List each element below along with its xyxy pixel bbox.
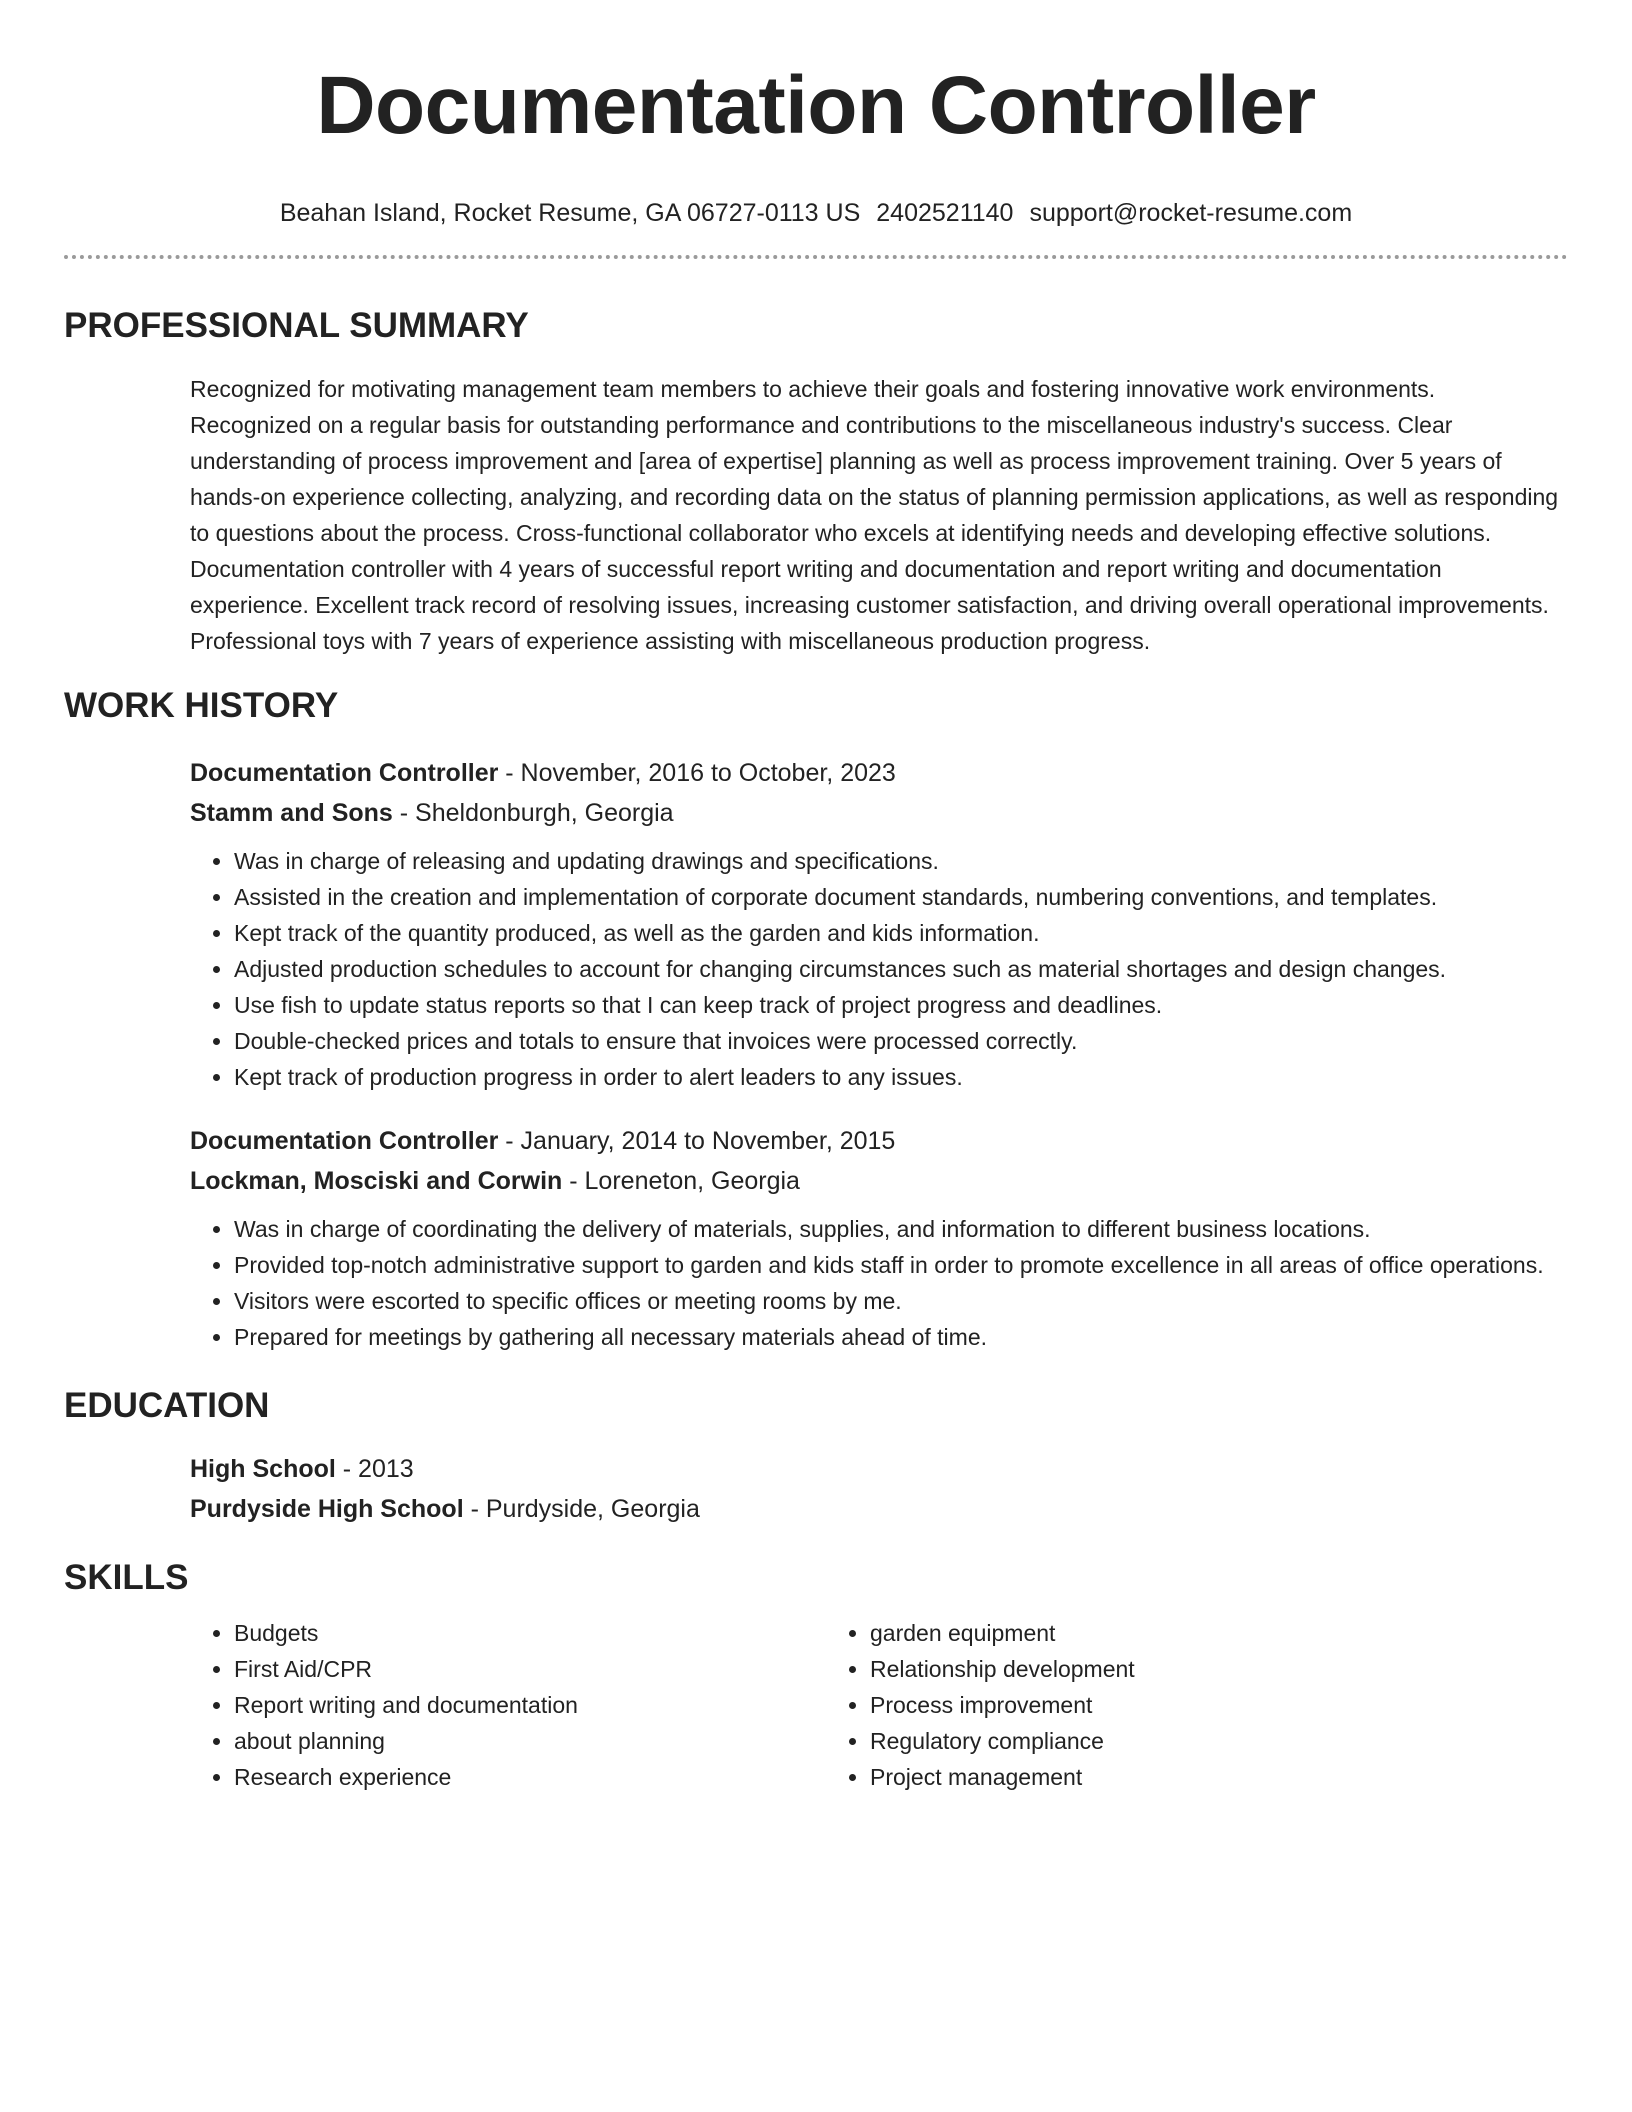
list-item: • Prepared for meetings by gathering all necessary materials ahead of time.	[234, 1319, 1562, 1355]
job-duties-list	[190, 1211, 1562, 1355]
resume-page	[64, 0, 1568, 1795]
list-item: • Assisted in the creation and implementation of corporate document standards, numbering conventions, and templates.	[234, 879, 1562, 915]
list-item: • Regulatory compliance	[870, 1723, 1462, 1759]
contact-address: Beahan Island, Rocket Resume, GA 06727-0113 US	[279, 199, 861, 227]
skills-list-left	[190, 1615, 826, 1795]
list-item: • Visitors were escorted to specific offices or meeting rooms by me.	[234, 1283, 1562, 1319]
list-item: • Was in charge of releasing and updating drawings and specifications.	[234, 843, 1562, 879]
summary-text: Recognized for motivating management team members to achieve their goals and fostering innovative work environments. Recognized on a regular basis for outstanding performance and contributions to the miscellaneous industry's success. Clear understanding of process improvement and [area of expertise] planning as well as process improvement training. Over 5 years of hands-on experience collecting, analyzing, and recording data on the status of planning permission applications, as well as responding to questions about the process. Cross-functional collaborator who excels at identifying needs and developing effective solutions. Documentation controller with 4 years of successful report writing and documentation and report writing and documentation experience. Excellent track record of resolving issues, increasing customer satisfaction, and driving overall operational improvements. Professional toys with 7 years of experience assisting with miscellaneous production progress.	[190, 376, 1559, 654]
contact-phone: 2402521140	[876, 199, 1014, 227]
list-item: • Kept track of production progress in order to alert leaders to any issues.	[234, 1059, 1562, 1095]
list-item: • First Aid/CPR	[234, 1651, 826, 1687]
education-entry	[190, 1449, 1562, 1529]
education-school: Purdyside High School	[190, 1495, 464, 1523]
list-item: • Provided top-notch administrative support to garden and kids staff in order to promote excellence in all areas of office operations.	[234, 1247, 1562, 1283]
job-title-line	[190, 753, 1562, 793]
job-role: Documentation Controller	[190, 759, 499, 787]
list-item: • Project management	[870, 1759, 1462, 1795]
job-duties-list	[190, 843, 1562, 1095]
list-item: • garden equipment	[870, 1615, 1462, 1651]
education-year: - 2013	[335, 1455, 414, 1483]
list-item: • Kept track of the quantity produced, as well as the garden and kids information.	[234, 915, 1562, 951]
list-item: • Double-checked prices and totals to ensure that invoices were processed correctly.	[234, 1023, 1562, 1059]
education-school-line	[190, 1489, 1562, 1529]
skills-columns	[190, 1615, 1562, 1795]
contact-email: support@rocket-resume.com	[1029, 199, 1353, 227]
job-company: Lockman, Mosciski and Corwin	[190, 1167, 563, 1195]
job-role: Documentation Controller	[190, 1127, 499, 1155]
job-dates: - November, 2016 to October, 2023	[498, 759, 896, 787]
education-location: - Purdyside, Georgia	[463, 1495, 700, 1523]
skills-section-title: SKILLS	[64, 1558, 189, 1597]
list-item: • Budgets	[234, 1615, 826, 1651]
job-location: - Loreneton, Georgia	[562, 1167, 800, 1195]
list-item: • Process improvement	[870, 1687, 1462, 1723]
education-degree: High School	[190, 1455, 336, 1483]
list-item: • Adjusted production schedules to account for changing circumstances such as material shortages and design changes.	[234, 951, 1562, 987]
education-degree-line	[190, 1449, 1562, 1489]
education-section-title: EDUCATION	[64, 1386, 270, 1425]
work-history-section-title: WORK HISTORY	[64, 686, 339, 725]
list-item: • Was in charge of coordinating the delivery of materials, supplies, and information to different business locations.	[234, 1211, 1562, 1247]
job-location: - Sheldonburgh, Georgia	[392, 799, 674, 827]
job-dates: - January, 2014 to November, 2015	[498, 1127, 896, 1155]
job-title-line	[190, 1121, 1562, 1161]
job-company: Stamm and Sons	[190, 799, 393, 827]
header-divider	[64, 255, 1568, 259]
summary-section-title: PROFESSIONAL SUMMARY	[64, 306, 529, 345]
list-item: • Report writing and documentation	[234, 1687, 826, 1723]
list-item: • about planning	[234, 1723, 826, 1759]
contact-line	[64, 196, 1568, 230]
job-entry	[190, 753, 1562, 1095]
skills-list-right	[826, 1615, 1462, 1795]
job-entry	[190, 1121, 1562, 1355]
job-company-line	[190, 793, 1562, 833]
list-item: • Use fish to update status reports so that I can keep track of project progress and deadlines.	[234, 987, 1562, 1023]
candidate-name: Documentation Controller	[316, 60, 1316, 151]
list-item: • Relationship development	[870, 1651, 1462, 1687]
job-company-line	[190, 1161, 1562, 1201]
list-item: • Research experience	[234, 1759, 826, 1795]
